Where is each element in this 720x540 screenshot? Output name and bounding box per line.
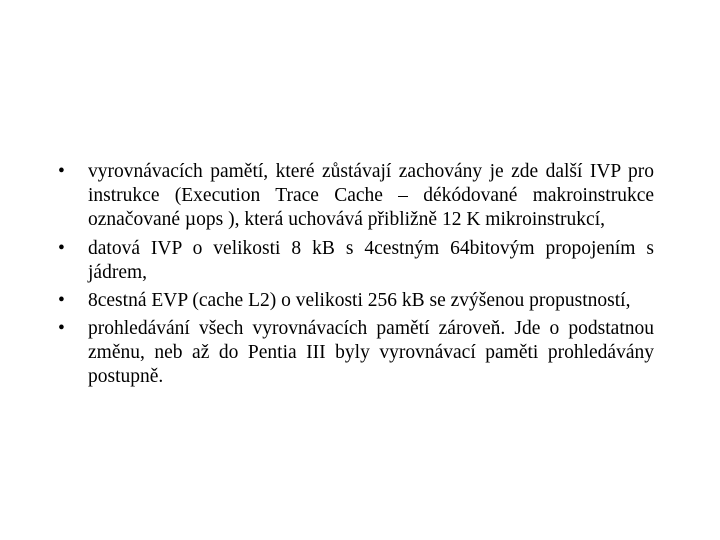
bullet-icon: • [58,238,65,259]
bullet-icon: • [58,161,65,182]
bullet-text: prohledávání všech vyrovnávacích pamětí zároveň. Jde o podstatnou změnu, neb až do Pentia III byly vyrovnávací paměti prohledávány postupně. [88,318,654,387]
bullet-icon: • [58,318,65,339]
bullet-item-cache [58,160,654,232]
bullet-item-data-ivp [58,237,654,285]
bullet-item-search [58,317,654,389]
bullet-icon: • [58,290,65,311]
bullet-list [58,160,654,393]
bullet-text: vyrovnávacích pamětí, které zůstávají zachovány je zde další IVP pro instrukce (Execution Trace Cache – dékódované makroinstrukce označované µops ), která uchovává přibližně 12 K mikroinstrukcí, [88,161,654,230]
bullet-text: 8cestná EVP (cache L2) o velikosti 256 kB se zvýšenou propustností, [88,290,631,311]
bullet-item-evp [58,289,654,313]
bullet-text: datová IVP o velikosti 8 kB s 4cestným 64bitovým propojením s jádrem, [88,238,654,283]
